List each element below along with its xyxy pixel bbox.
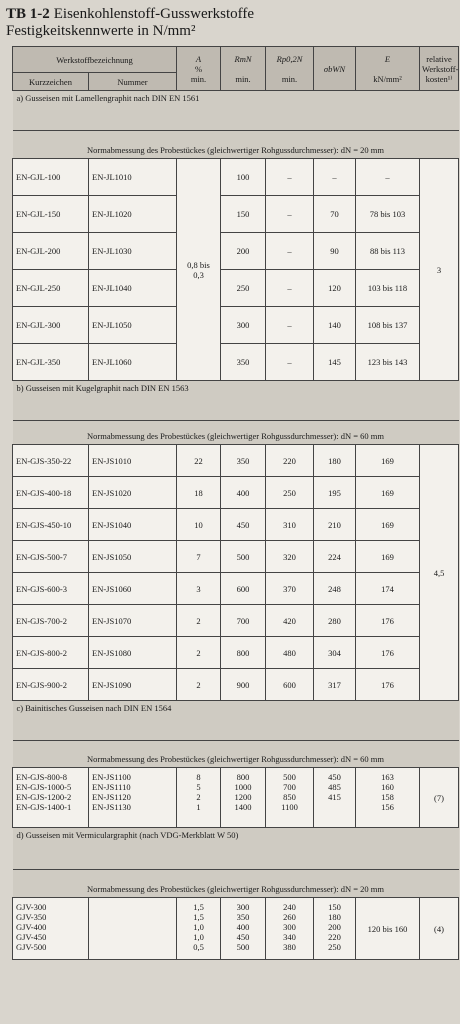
cell-line: EN-GJS-800-8 [16, 772, 67, 782]
cell-e: 176 [356, 637, 420, 669]
cell-sigma: 140 [314, 307, 356, 344]
cell-sigma: 120 [314, 270, 356, 307]
cell-line: 1100 [281, 802, 298, 812]
cell-rp: 600 [266, 669, 314, 701]
cell-rp: 370 [266, 573, 314, 605]
cell-e: 103 bis 118 [356, 270, 420, 307]
cell-a: 2 [177, 637, 221, 669]
cell-line: 158 [381, 792, 394, 802]
table-row [13, 445, 459, 477]
norm-text: Normabmessung des Probestückes (gleichwertiger Rohgussdurchmesser): dN = 60 mm [13, 421, 459, 445]
table-row [13, 541, 459, 573]
cell-e: 169 [356, 445, 420, 477]
table-row [13, 637, 459, 669]
cell-sigma: 224 [314, 541, 356, 573]
cell-cost: 3 [420, 159, 459, 381]
cell-short: EN-GJL-200 [13, 233, 89, 270]
properties-table [12, 46, 459, 960]
cell-line: GJV-450 [16, 932, 47, 942]
cell-line: GJV-350 [16, 912, 47, 922]
cell-line: 160 [381, 782, 394, 792]
cell-rp: 310 [266, 509, 314, 541]
cell-e: – [356, 159, 420, 196]
cell-number: EN-JS1090 [89, 669, 177, 701]
table-row [13, 344, 459, 381]
cell-e [356, 768, 420, 828]
cell-line: 850 [283, 792, 296, 802]
header-rm: RmN min. [221, 47, 266, 91]
cell-e: 169 [356, 541, 420, 573]
cell-line: 485 [328, 782, 341, 792]
section-title-row [13, 701, 459, 741]
cell-short: EN-GJL-100 [13, 159, 89, 196]
cell-rp: 220 [266, 445, 314, 477]
cell-number: EN-JS1040 [89, 509, 177, 541]
cell-e: 120 bis 160 [356, 898, 420, 960]
cell-line: 8 [196, 772, 201, 782]
cell-rm: 250 [221, 270, 266, 307]
cell-line: 1,0 [193, 932, 204, 942]
cell-line: GJV-300 [16, 902, 47, 912]
cell-line: 156 [381, 802, 394, 812]
section-title-row [13, 828, 459, 870]
cell-short: EN-GJL-250 [13, 270, 89, 307]
cell-short: EN-GJS-350-22 [13, 445, 89, 477]
cell-number: EN-JS1060 [89, 573, 177, 605]
cell-rm [221, 898, 266, 960]
table-row [13, 605, 459, 637]
header-short: Kurzzeichen [13, 73, 89, 91]
cell-line: GJV-400 [16, 922, 47, 932]
cell-e: 176 [356, 605, 420, 637]
table-title [6, 6, 254, 40]
cell-sigma: 317 [314, 669, 356, 701]
norm-text: Normabmessung des Probestückes (gleichwertiger Rohgussdurchmesser): dN = 60 mm [13, 741, 459, 768]
cell-number: EN-JL1050 [89, 307, 177, 344]
cell-rp: 420 [266, 605, 314, 637]
cell-e: 169 [356, 509, 420, 541]
cell-sigma: 304 [314, 637, 356, 669]
header-e: E kN/mm² [356, 47, 420, 91]
cell-cost: 4,5 [420, 445, 459, 701]
cell-line: EN-JS1120 [92, 792, 131, 802]
table-row [13, 898, 459, 960]
cell-number: EN-JL1030 [89, 233, 177, 270]
cell-rm: 600 [221, 573, 266, 605]
cell-short: EN-GJL-350 [13, 344, 89, 381]
cell-line: 1,5 [193, 912, 204, 922]
table-row [13, 159, 459, 196]
cell-rp: 250 [266, 477, 314, 509]
cell-sigma [314, 898, 356, 960]
cell-line: 340 [283, 932, 296, 942]
section-title-row [13, 91, 459, 131]
cell-line: 1200 [234, 792, 252, 802]
cell-line: EN-GJS-1400-1 [16, 802, 72, 812]
table-row [13, 196, 459, 233]
cell-line: 150 [328, 902, 341, 912]
cell-short [13, 898, 89, 960]
cell-short [13, 768, 89, 828]
norm-row [13, 741, 459, 768]
cell-e: 108 bis 137 [356, 307, 420, 344]
cell-rm: 900 [221, 669, 266, 701]
cell-rp: 480 [266, 637, 314, 669]
cell-short: EN-GJL-150 [13, 196, 89, 233]
cell-rp: – [266, 270, 314, 307]
cell-number [89, 898, 177, 960]
cell-line: 800 [236, 772, 250, 782]
cell-sigma: 145 [314, 344, 356, 381]
cell-a [177, 768, 221, 828]
cell-line: 163 [381, 772, 394, 782]
cell-e: 174 [356, 573, 420, 605]
cell-line: EN-JS1100 [92, 772, 131, 782]
cell-line: 260 [283, 912, 296, 922]
cell-line: 1000 [234, 782, 252, 792]
cell-short: EN-GJL-300 [13, 307, 89, 344]
cell-short: EN-GJS-500-7 [13, 541, 89, 573]
cell-line: 500 [236, 942, 250, 952]
cell-number: EN-JS1050 [89, 541, 177, 573]
header-designation: Werkstoffbezeichnung [13, 47, 177, 73]
cell-rm: 400 [221, 477, 266, 509]
norm-row [13, 870, 459, 898]
cell-short: EN-GJS-900-2 [13, 669, 89, 701]
cell-a: 3 [177, 573, 221, 605]
cell-line: 240 [283, 902, 296, 912]
cell-line: 450 [328, 772, 341, 782]
cell-rm: 100 [221, 159, 266, 196]
table-row [13, 768, 459, 828]
section-title: a) Gusseisen mit Lamellengraphit nach DIN EN 1561 [13, 91, 459, 131]
section-title: b) Gusseisen mit Kugelgraphit nach DIN EN 1563 [13, 381, 459, 421]
cell-line: 1 [196, 802, 201, 812]
cell-number: EN-JL1060 [89, 344, 177, 381]
cell-line: 180 [328, 912, 341, 922]
cell-rm: 700 [221, 605, 266, 637]
cell-line: 450 [236, 932, 250, 942]
cell-a: 2 [177, 669, 221, 701]
cell-a: 2 [177, 605, 221, 637]
table-row [13, 233, 459, 270]
cell-rp: – [266, 159, 314, 196]
cell-a-merged [177, 159, 221, 381]
cell-a [177, 898, 221, 960]
cell-a: 22 [177, 445, 221, 477]
cell-rp [266, 768, 314, 828]
norm-text: Normabmessung des Probestückes (gleichwertiger Rohgussdurchmesser): dN = 20 mm [13, 131, 459, 159]
table-row [13, 307, 459, 344]
cell-rp: – [266, 344, 314, 381]
cell-line: 1,0 [193, 922, 204, 932]
cell-number: EN-JS1080 [89, 637, 177, 669]
cell-a: 7 [177, 541, 221, 573]
title-line-2: Festigkeitskennwerte in N/mm² [6, 23, 196, 39]
cell-line: 400 [236, 922, 250, 932]
section-title: c) Bainitisches Gusseisen nach DIN EN 1564 [13, 701, 459, 741]
cell-line: 250 [328, 942, 341, 952]
cell-short: EN-GJS-600-3 [13, 573, 89, 605]
cell-e: 123 bis 143 [356, 344, 420, 381]
table-row [13, 573, 459, 605]
cell-line: 500 [283, 772, 296, 782]
cell-line: EN-JS1130 [92, 802, 131, 812]
cell-line: 0,5 [193, 942, 204, 952]
cell-line: 200 [328, 922, 341, 932]
cell-line: 1,5 [193, 902, 204, 912]
cell-cost: (7) [420, 768, 459, 828]
cell-line: EN-JS1110 [92, 782, 131, 792]
cell-line: 300 [236, 902, 250, 912]
table-row [13, 477, 459, 509]
cell-rm: 150 [221, 196, 266, 233]
cell-sigma [314, 768, 356, 828]
title-line-1: Eisenkohlenstoff-Gusswerkstoffe [53, 6, 255, 22]
cell-rm: 300 [221, 307, 266, 344]
cell-short: EN-GJS-400-18 [13, 477, 89, 509]
cell-number: EN-JS1020 [89, 477, 177, 509]
table-row [13, 509, 459, 541]
header-sigma: σbWN [314, 47, 356, 91]
a-merged-text: 0,8 bis 0,3 [187, 259, 210, 280]
cell-number: EN-JS1010 [89, 445, 177, 477]
cell-rp: – [266, 233, 314, 270]
cell-a: 18 [177, 477, 221, 509]
cell-short: EN-GJS-700-2 [13, 605, 89, 637]
cell-rm: 350 [221, 445, 266, 477]
cell-sigma: – [314, 159, 356, 196]
cell-line: 300 [283, 922, 296, 932]
cell-rm: 500 [221, 541, 266, 573]
cell-rm [221, 768, 266, 828]
cell-rm: 200 [221, 233, 266, 270]
section-title: d) Gusseisen mit Vermiculargraphit (nach VDG-Merkblatt W 50) [13, 828, 459, 870]
table-row [13, 669, 459, 701]
cell-rm: 800 [221, 637, 266, 669]
cell-line: 5 [196, 782, 201, 792]
cell-cost: (4) [420, 898, 459, 960]
cell-rp: 320 [266, 541, 314, 573]
header-number: Nummer [89, 73, 177, 91]
cell-short: EN-GJS-800-2 [13, 637, 89, 669]
cell-sigma: 280 [314, 605, 356, 637]
cell-number: EN-JL1040 [89, 270, 177, 307]
header-row-1 [13, 47, 459, 73]
cell-line: 2 [196, 792, 201, 802]
cell-rm: 350 [221, 344, 266, 381]
cell-sigma: 210 [314, 509, 356, 541]
header-cost: relative Werkstoff-kosten¹⁾ [420, 47, 459, 91]
cell-line: 380 [283, 942, 296, 952]
cell-sigma: 70 [314, 196, 356, 233]
header-rp: Rp0,2N min. [266, 47, 314, 91]
cell-line: 220 [328, 932, 341, 942]
cell-e: 88 bis 113 [356, 233, 420, 270]
cell-short: EN-GJS-450-10 [13, 509, 89, 541]
header-a: A % min. [177, 47, 221, 91]
cell-rp: – [266, 307, 314, 344]
cell-sigma: 248 [314, 573, 356, 605]
cell-number: EN-JS1070 [89, 605, 177, 637]
cell-line: GJV-500 [16, 942, 47, 952]
cell-e: 176 [356, 669, 420, 701]
norm-text: Normabmessung des Probestückes (gleichwertiger Rohgussdurchmesser): dN = 20 mm [13, 870, 459, 898]
table-number: TB 1-2 [6, 6, 50, 22]
cell-number: EN-JL1010 [89, 159, 177, 196]
cell-line: 350 [236, 912, 250, 922]
cell-line: 1400 [234, 802, 252, 812]
cell-number [89, 768, 177, 828]
cell-sigma: 195 [314, 477, 356, 509]
cell-e: 169 [356, 477, 420, 509]
cell-a: 10 [177, 509, 221, 541]
cell-line: EN-GJS-1200-2 [16, 792, 72, 802]
cell-e: 78 bis 103 [356, 196, 420, 233]
cell-number: EN-JL1020 [89, 196, 177, 233]
cell-rp: – [266, 196, 314, 233]
cell-line: 415 [328, 792, 341, 802]
cell-line: 700 [283, 782, 296, 792]
norm-row [13, 131, 459, 159]
cell-rp [266, 898, 314, 960]
cell-rm: 450 [221, 509, 266, 541]
cell-line: EN-GJS-1000-5 [16, 782, 72, 792]
cell-sigma: 180 [314, 445, 356, 477]
table-row [13, 270, 459, 307]
norm-row [13, 421, 459, 445]
section-title-row [13, 381, 459, 421]
cell-sigma: 90 [314, 233, 356, 270]
